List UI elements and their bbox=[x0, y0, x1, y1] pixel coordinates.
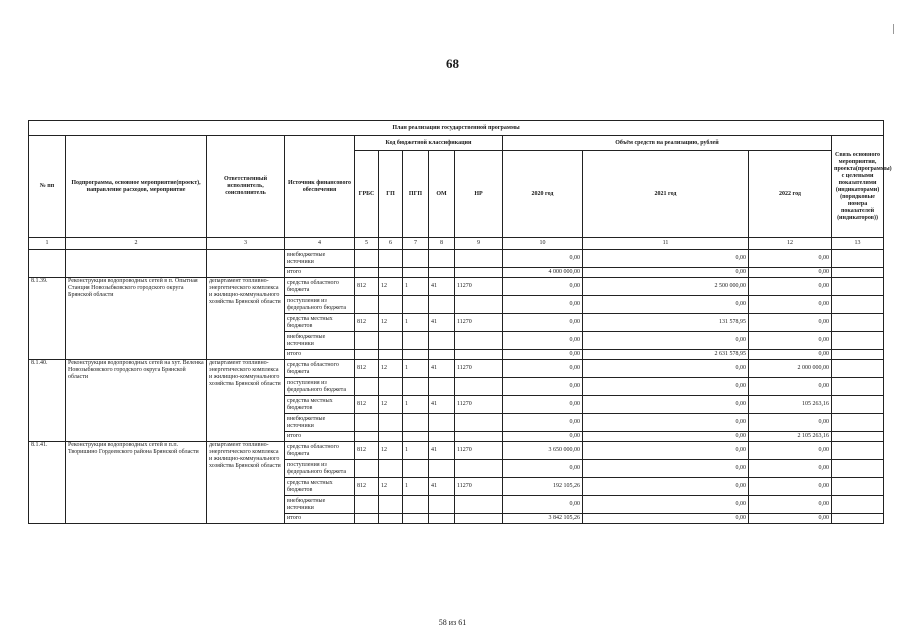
code-om bbox=[429, 250, 455, 268]
code-om bbox=[429, 460, 455, 478]
code-grbs bbox=[355, 332, 379, 350]
code-grbs bbox=[355, 514, 379, 524]
name-cell bbox=[66, 250, 207, 278]
code-pgp bbox=[403, 296, 429, 314]
source-cell: итого bbox=[285, 268, 355, 278]
value-2021: 0,00 bbox=[583, 250, 749, 268]
table-row bbox=[29, 250, 884, 268]
value-2021: 0,00 bbox=[583, 442, 749, 460]
code-grbs: 812 bbox=[355, 360, 379, 378]
value-2020: 0,00 bbox=[503, 250, 583, 268]
code-om: 41 bbox=[429, 314, 455, 332]
link-cell bbox=[832, 350, 884, 360]
value-2022: 2 105 263,16 bbox=[749, 432, 832, 442]
code-nr bbox=[455, 268, 503, 278]
value-2021: 0,00 bbox=[583, 296, 749, 314]
code-grbs bbox=[355, 250, 379, 268]
source-cell: средства местных бюджетов bbox=[285, 478, 355, 496]
link-cell bbox=[832, 378, 884, 396]
value-2022: 0,00 bbox=[749, 378, 832, 396]
code-pgp: 1 bbox=[403, 442, 429, 460]
code-gp: 12 bbox=[379, 442, 403, 460]
value-2021: 0,00 bbox=[583, 378, 749, 396]
header-budget-code-group: Код бюджетной классификации bbox=[355, 136, 503, 151]
activity-executor: департамент топливно-энергетического комплекса и жилищно-коммунального хозяйства Брянской области bbox=[207, 278, 285, 360]
header-link: Связь основного мероприятия, проекта(программы) с целевыми показателями (индикаторами) (порядковые номера показателей (индикаторов)) bbox=[832, 136, 884, 238]
value-2020: 0,00 bbox=[503, 296, 583, 314]
executor-cell bbox=[207, 250, 285, 278]
code-nr bbox=[455, 414, 503, 432]
code-om bbox=[429, 268, 455, 278]
value-2022: 0,00 bbox=[749, 442, 832, 460]
code-gp bbox=[379, 268, 403, 278]
value-2021: 0,00 bbox=[583, 414, 749, 432]
source-cell: внебюджетные источники bbox=[285, 250, 355, 268]
column-number: 1 bbox=[29, 238, 66, 250]
column-number: 3 bbox=[207, 238, 285, 250]
value-2022: 0,00 bbox=[749, 314, 832, 332]
value-2022: 0,00 bbox=[749, 478, 832, 496]
header-om: ОМ bbox=[429, 151, 455, 238]
code-pgp: 1 bbox=[403, 360, 429, 378]
code-pgp bbox=[403, 350, 429, 360]
code-grbs: 812 bbox=[355, 442, 379, 460]
source-cell: поступления из федерального бюджета bbox=[285, 378, 355, 396]
link-cell bbox=[832, 314, 884, 332]
column-number: 8 bbox=[429, 238, 455, 250]
value-2021: 0,00 bbox=[583, 360, 749, 378]
code-pgp: 1 bbox=[403, 314, 429, 332]
code-grbs bbox=[355, 460, 379, 478]
code-om: 41 bbox=[429, 396, 455, 414]
column-number-row bbox=[29, 238, 884, 250]
code-nr bbox=[455, 378, 503, 396]
code-nr: 11270 bbox=[455, 278, 503, 296]
code-nr bbox=[455, 460, 503, 478]
source-cell: итого bbox=[285, 432, 355, 442]
program-plan-table bbox=[28, 120, 892, 524]
value-2022: 0,00 bbox=[749, 350, 832, 360]
value-2021: 0,00 bbox=[583, 268, 749, 278]
value-2020: 0,00 bbox=[503, 332, 583, 350]
header-gp: ГП bbox=[379, 151, 403, 238]
code-gp bbox=[379, 350, 403, 360]
link-cell bbox=[832, 432, 884, 442]
page-number: 68 bbox=[446, 56, 459, 71]
code-gp bbox=[379, 332, 403, 350]
link-cell bbox=[832, 296, 884, 314]
header-executor: Ответственный исполнитель, соисполнитель bbox=[207, 136, 285, 238]
link-cell bbox=[832, 442, 884, 460]
code-om bbox=[429, 350, 455, 360]
source-cell: внебюджетные источники bbox=[285, 332, 355, 350]
code-nr: 11270 bbox=[455, 314, 503, 332]
code-pgp bbox=[403, 268, 429, 278]
column-number: 10 bbox=[503, 238, 583, 250]
code-nr bbox=[455, 514, 503, 524]
code-grbs bbox=[355, 378, 379, 396]
code-gp bbox=[379, 432, 403, 442]
edge-mark bbox=[893, 24, 894, 34]
link-cell bbox=[832, 250, 884, 268]
code-pgp: 1 bbox=[403, 478, 429, 496]
activity-number: 8.1.40. bbox=[29, 360, 66, 442]
header-grbs: ГРБС bbox=[355, 151, 379, 238]
code-grbs bbox=[355, 414, 379, 432]
code-gp bbox=[379, 496, 403, 514]
activity-name: Реконструкция водопроводных сетей на хут. Веленка Новозыбковского городского округа Брянской области bbox=[66, 360, 207, 442]
table-row bbox=[29, 278, 884, 296]
value-2022: 0,00 bbox=[749, 278, 832, 296]
code-gp bbox=[379, 378, 403, 396]
link-cell bbox=[832, 396, 884, 414]
column-number: 4 bbox=[285, 238, 355, 250]
column-number: 11 bbox=[583, 238, 749, 250]
activity-executor: департамент топливно-энергетического комплекса и жилищно-коммунального хозяйства Брянской области bbox=[207, 360, 285, 442]
value-2020: 0,00 bbox=[503, 378, 583, 396]
code-gp bbox=[379, 514, 403, 524]
value-2020: 0,00 bbox=[503, 360, 583, 378]
header-2021: 2021 год bbox=[583, 151, 749, 238]
value-2020: 3 842 105,26 bbox=[503, 514, 583, 524]
value-2020: 0,00 bbox=[503, 350, 583, 360]
value-2022: 0,00 bbox=[749, 268, 832, 278]
source-cell: поступления из федерального бюджета bbox=[285, 460, 355, 478]
link-cell bbox=[832, 478, 884, 496]
code-nr bbox=[455, 432, 503, 442]
code-nr: 11270 bbox=[455, 478, 503, 496]
activity-number: 8.1.41. bbox=[29, 442, 66, 524]
code-gp bbox=[379, 414, 403, 432]
header-nr: НР bbox=[455, 151, 503, 238]
code-grbs: 812 bbox=[355, 478, 379, 496]
table-row bbox=[29, 442, 884, 460]
code-grbs bbox=[355, 350, 379, 360]
column-number: 2 bbox=[66, 238, 207, 250]
code-grbs: 812 bbox=[355, 314, 379, 332]
code-om: 41 bbox=[429, 278, 455, 296]
value-2022: 0,00 bbox=[749, 414, 832, 432]
header-pgp: ПГП bbox=[403, 151, 429, 238]
code-grbs bbox=[355, 268, 379, 278]
activity-name: Реконструкция водопроводных сетей в п.п. Творишино Гордеевского района Брянской области bbox=[66, 442, 207, 524]
value-2022: 0,00 bbox=[749, 460, 832, 478]
value-2021: 0,00 bbox=[583, 432, 749, 442]
link-cell bbox=[832, 278, 884, 296]
code-grbs bbox=[355, 496, 379, 514]
value-2022: 0,00 bbox=[749, 332, 832, 350]
value-2022: 0,00 bbox=[749, 296, 832, 314]
header-name: Подпрограмма, основное мероприятие(проект), направление расходов, мероприятие bbox=[66, 136, 207, 238]
value-2020: 0,00 bbox=[503, 460, 583, 478]
activity-number: 8.1.39. bbox=[29, 278, 66, 360]
code-nr bbox=[455, 332, 503, 350]
source-cell: средства областного бюджета bbox=[285, 360, 355, 378]
value-2021: 2 631 578,95 bbox=[583, 350, 749, 360]
header-2020: 2020 год bbox=[503, 151, 583, 238]
value-2021: 0,00 bbox=[583, 396, 749, 414]
source-cell: средства областного бюджета bbox=[285, 278, 355, 296]
code-grbs: 812 bbox=[355, 396, 379, 414]
value-2020: 0,00 bbox=[503, 278, 583, 296]
value-2021: 2 500 000,00 bbox=[583, 278, 749, 296]
value-2020: 192 105,26 bbox=[503, 478, 583, 496]
value-2020: 0,00 bbox=[503, 432, 583, 442]
column-number: 12 bbox=[749, 238, 832, 250]
link-cell bbox=[832, 514, 884, 524]
code-pgp bbox=[403, 514, 429, 524]
code-gp: 12 bbox=[379, 314, 403, 332]
table-row bbox=[29, 360, 884, 378]
code-nr bbox=[455, 350, 503, 360]
code-grbs: 812 bbox=[355, 278, 379, 296]
code-om: 41 bbox=[429, 360, 455, 378]
value-2020: 0,00 bbox=[503, 496, 583, 514]
column-number: 6 bbox=[379, 238, 403, 250]
table-title: План реализации государственной программы bbox=[29, 121, 884, 136]
source-cell: итого bbox=[285, 350, 355, 360]
code-gp bbox=[379, 250, 403, 268]
link-cell bbox=[832, 332, 884, 350]
column-number: 5 bbox=[355, 238, 379, 250]
code-pgp bbox=[403, 432, 429, 442]
code-grbs bbox=[355, 296, 379, 314]
link-cell bbox=[832, 414, 884, 432]
header-2022: 2022 год bbox=[749, 151, 832, 238]
source-cell: внебюджетные источники bbox=[285, 414, 355, 432]
column-number: 7 bbox=[403, 238, 429, 250]
code-gp: 12 bbox=[379, 278, 403, 296]
header-num: № пп bbox=[29, 136, 66, 238]
source-cell: итого bbox=[285, 514, 355, 524]
activity-name: Реконструкция водопроводных сетей в п. Опытная Станция Новозыбковского городского округа Брянской области bbox=[66, 278, 207, 360]
link-cell bbox=[832, 268, 884, 278]
link-cell bbox=[832, 360, 884, 378]
code-grbs bbox=[355, 432, 379, 442]
value-2022: 2 000 000,00 bbox=[749, 360, 832, 378]
code-gp bbox=[379, 296, 403, 314]
value-2020: 0,00 bbox=[503, 314, 583, 332]
link-cell bbox=[832, 460, 884, 478]
value-2020: 4 000 000,00 bbox=[503, 268, 583, 278]
value-2022: 105 263,16 bbox=[749, 396, 832, 414]
code-pgp bbox=[403, 496, 429, 514]
code-nr bbox=[455, 296, 503, 314]
value-2021: 0,00 bbox=[583, 496, 749, 514]
value-2020: 0,00 bbox=[503, 414, 583, 432]
code-pgp bbox=[403, 378, 429, 396]
code-nr: 11270 bbox=[455, 360, 503, 378]
link-cell bbox=[832, 496, 884, 514]
source-cell: поступления из федерального бюджета bbox=[285, 296, 355, 314]
value-2020: 3 650 000,00 bbox=[503, 442, 583, 460]
column-number: 9 bbox=[455, 238, 503, 250]
code-pgp bbox=[403, 332, 429, 350]
code-om bbox=[429, 414, 455, 432]
code-om: 41 bbox=[429, 442, 455, 460]
code-gp: 12 bbox=[379, 396, 403, 414]
value-2021: 0,00 bbox=[583, 478, 749, 496]
value-2021: 0,00 bbox=[583, 514, 749, 524]
source-cell: средства местных бюджетов bbox=[285, 314, 355, 332]
code-om: 41 bbox=[429, 478, 455, 496]
code-gp: 12 bbox=[379, 360, 403, 378]
code-pgp: 1 bbox=[403, 396, 429, 414]
code-om bbox=[429, 432, 455, 442]
page-footer: 58 из 61 bbox=[438, 618, 467, 627]
code-gp: 12 bbox=[379, 478, 403, 496]
column-number: 13 bbox=[832, 238, 884, 250]
header-source: Источник финансового обеспечения bbox=[285, 136, 355, 238]
code-om bbox=[429, 332, 455, 350]
num-cell bbox=[29, 250, 66, 278]
code-om bbox=[429, 514, 455, 524]
value-2021: 0,00 bbox=[583, 460, 749, 478]
activity-executor: департамент топливно-энергетического комплекса и жилищно-коммунального хозяйства Брянской области bbox=[207, 442, 285, 524]
value-2022: 0,00 bbox=[749, 250, 832, 268]
code-nr: 11270 bbox=[455, 396, 503, 414]
code-gp bbox=[379, 460, 403, 478]
code-om bbox=[429, 296, 455, 314]
code-nr bbox=[455, 250, 503, 268]
header-funding-volume-group: Объём средств на реализацию, рублей bbox=[503, 136, 832, 151]
value-2022: 0,00 bbox=[749, 514, 832, 524]
source-cell: средства областного бюджета bbox=[285, 442, 355, 460]
value-2022: 0,00 bbox=[749, 496, 832, 514]
value-2020: 0,00 bbox=[503, 396, 583, 414]
code-pgp bbox=[403, 250, 429, 268]
source-cell: средства местных бюджетов bbox=[285, 396, 355, 414]
code-nr: 11270 bbox=[455, 442, 503, 460]
value-2021: 0,00 bbox=[583, 332, 749, 350]
code-pgp bbox=[403, 414, 429, 432]
source-cell: внебюджетные источники bbox=[285, 496, 355, 514]
code-om bbox=[429, 496, 455, 514]
code-nr bbox=[455, 496, 503, 514]
code-pgp: 1 bbox=[403, 278, 429, 296]
code-om bbox=[429, 378, 455, 396]
code-pgp bbox=[403, 460, 429, 478]
value-2021: 131 578,95 bbox=[583, 314, 749, 332]
